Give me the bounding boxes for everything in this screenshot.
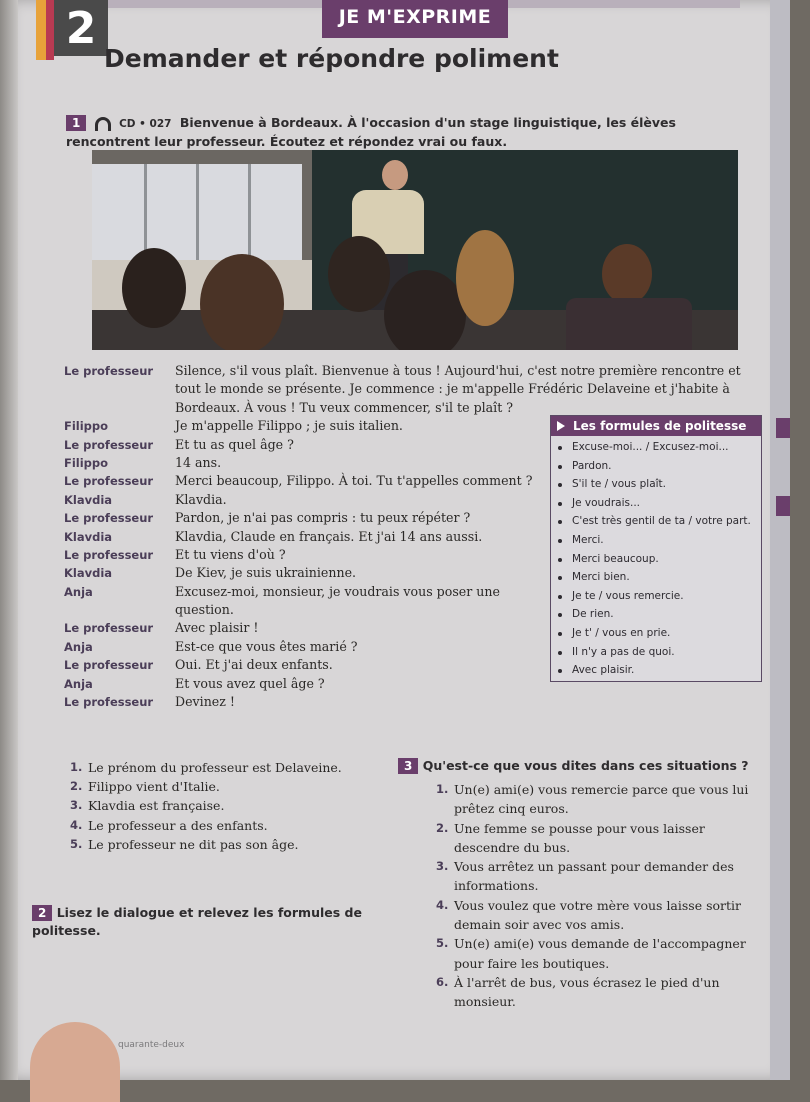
speaker-name: Filippo	[64, 419, 109, 434]
politeness-list	[551, 436, 761, 680]
speaker-name: Klavdia	[64, 566, 113, 581]
student-figure	[602, 244, 652, 304]
classroom-photo	[92, 150, 738, 350]
page-number: quarante-deux	[118, 1040, 185, 1050]
chapter-color-bar	[46, 0, 54, 60]
speaker-name: Le professeur	[64, 658, 154, 673]
dialogue-text: Klavdia.	[175, 491, 227, 507]
dialogue-text: tout le monde se présente. Je commence : je m'appelle Frédéric Delaveine et j'habite à	[175, 381, 730, 397]
dialogue-text: Klavdia, Claude en français. Et j'ai 14 ans aussi.	[175, 528, 483, 544]
page-title: Demander et répondre poliment	[104, 44, 559, 73]
exercise-3-instruction	[398, 758, 758, 774]
list-item: S'il te / vous plaît.	[551, 475, 761, 494]
exercise-2-instruction	[32, 904, 382, 940]
list-item: Merci beaucoup.	[551, 550, 761, 569]
list-item: 6. À l'arrêt de bus, vous écrasez le pied d'un monsieur.	[436, 974, 720, 1010]
audio-track-label: CD • 027	[119, 118, 172, 130]
list-item: Pardon.	[551, 457, 761, 476]
dialogue-line	[64, 362, 744, 380]
list-item: 3. Vous arrêtez un passant pour demander des informations.	[436, 859, 734, 894]
play-arrow-icon	[557, 421, 565, 431]
exercise-instruction-text: Bienvenue à Bordeaux. À l'occasion d'un stage linguistique, les élèves rencontrent leur professeur. Écoutez et répondez vrai ou faux.	[66, 115, 676, 149]
dialogue-text: Avec plaisir !	[175, 620, 259, 636]
section-label: JE M'EXPRIME	[322, 0, 508, 38]
list-item: 4. Le professeur a des enfants.	[70, 817, 268, 833]
speaker-name: Anja	[64, 676, 93, 691]
chapter-number: 2	[54, 0, 108, 56]
book-spine	[0, 0, 18, 1080]
speaker-name: Klavdia	[64, 492, 113, 507]
list-item: 1. Le prénom du professeur est Delaveine.	[70, 760, 342, 775]
exercise-instruction-text: Lisez le dialogue et relevez les formules de politesse.	[32, 905, 362, 938]
dialogue-text: Oui. Et j'ai deux enfants.	[175, 657, 333, 673]
student-figure	[456, 230, 514, 326]
list-item: Avec plaisir.	[551, 661, 761, 680]
list-item: Merci.	[551, 531, 761, 550]
list-item: 5. Un(e) ami(e) vous demande de l'accompagner pour faire les boutiques.	[436, 936, 746, 971]
dialogue-line	[64, 693, 744, 711]
speaker-name: Filippo	[64, 455, 109, 470]
speaker-name: Le professeur	[64, 437, 154, 452]
exercise-number-badge: 2	[32, 905, 52, 921]
dialogue-text: Et tu viens d'où ?	[175, 546, 286, 562]
dialogue-text: 14 ans.	[175, 454, 222, 470]
speaker-name: Le professeur	[64, 695, 154, 710]
speaker-name: Anja	[64, 584, 93, 599]
list-item: 1. Un(e) ami(e) vous remercie parce que vous lui prêtez cinq euros.	[436, 782, 749, 817]
list-item: Je t' / vous en prie.	[551, 624, 761, 643]
dialogue-line	[64, 380, 744, 398]
speaker-name: Klavdia	[64, 529, 113, 544]
exercise-number-badge: 1	[66, 115, 86, 131]
dialogue-text: Devinez !	[175, 694, 235, 710]
student-figure	[384, 270, 466, 350]
speaker-name: Le professeur	[64, 547, 154, 562]
list-item: De rien.	[551, 605, 761, 624]
dialogue-text: Et vous avez quel âge ?	[175, 675, 325, 691]
list-item: 5. Le professeur ne dit pas son âge.	[70, 836, 299, 852]
side-tab-marker	[776, 418, 790, 438]
dialogue-text: Silence, s'il vous plaît. Bienvenue à tous ! Aujourd'hui, c'est notre première rencontre et	[175, 363, 741, 378]
dialogue-text: Merci beaucoup, Filippo. À toi. Tu t'appelles comment ?	[175, 473, 533, 489]
list-item: Excuse-moi... / Excusez-moi...	[551, 438, 761, 457]
exercise-instruction-text: Qu'est-ce que vous dites dans ces situations ?	[422, 758, 749, 773]
dialogue-text: Est-ce que vous êtes marié ?	[175, 638, 358, 654]
list-item: Je te / vous remercie.	[551, 587, 761, 606]
chapter-color-bar	[36, 0, 46, 60]
student-figure	[328, 236, 390, 312]
exercise-number-badge: 3	[398, 758, 418, 774]
list-item: Merci bien.	[551, 568, 761, 587]
speaker-name: Anja	[64, 639, 93, 654]
list-item: 2. Filippo vient d'Italie.	[70, 779, 220, 795]
dialogue-text: Et tu as quel âge ?	[175, 436, 294, 452]
side-tab-marker	[776, 496, 790, 516]
dialogue-text: Bordeaux. À vous ! Tu veux commencer, s'il te plaît ?	[175, 399, 514, 415]
speaker-name: Le professeur	[64, 511, 154, 526]
next-page-edge	[770, 0, 790, 1080]
speaker-name: Le professeur	[64, 474, 154, 489]
list-item: Il n'y a pas de quoi.	[551, 643, 761, 662]
situations-list	[436, 780, 756, 1012]
speaker-name: Le professeur	[64, 364, 154, 378]
headphones-icon	[95, 117, 111, 131]
list-item: Je voudrais...	[551, 494, 761, 513]
speaker-name: Le professeur	[64, 621, 154, 636]
dialogue-text: question.	[175, 602, 234, 618]
politeness-formulas-box	[550, 415, 762, 682]
thumb	[30, 1022, 120, 1102]
dialogue-text: De Kiev, je suis ukrainienne.	[175, 565, 357, 581]
politeness-box-header	[551, 416, 761, 436]
list-item: C'est très gentil de ta / votre part.	[551, 512, 761, 531]
dialogue-text: Je m'appelle Filippo ; je suis italien.	[175, 418, 403, 434]
dialogue-text: Pardon, je n'ai pas compris : tu peux répéter ?	[175, 510, 471, 526]
true-false-list	[70, 758, 370, 854]
dialogue-text: Excusez-moi, monsieur, je voudrais vous poser une	[175, 583, 500, 599]
politeness-box-title: Les formules de politesse	[573, 419, 747, 433]
exercise-1-instruction	[66, 114, 734, 150]
student-figure	[122, 248, 186, 328]
student-figure	[200, 254, 284, 350]
list-item: 2. Une femme se pousse pour vous laisser descendre du bus.	[436, 820, 705, 855]
list-item: 3. Klavdia est française.	[70, 798, 225, 814]
list-item: 4. Vous voulez que votre mère vous laisse sortir demain soir avec vos amis.	[436, 897, 741, 933]
